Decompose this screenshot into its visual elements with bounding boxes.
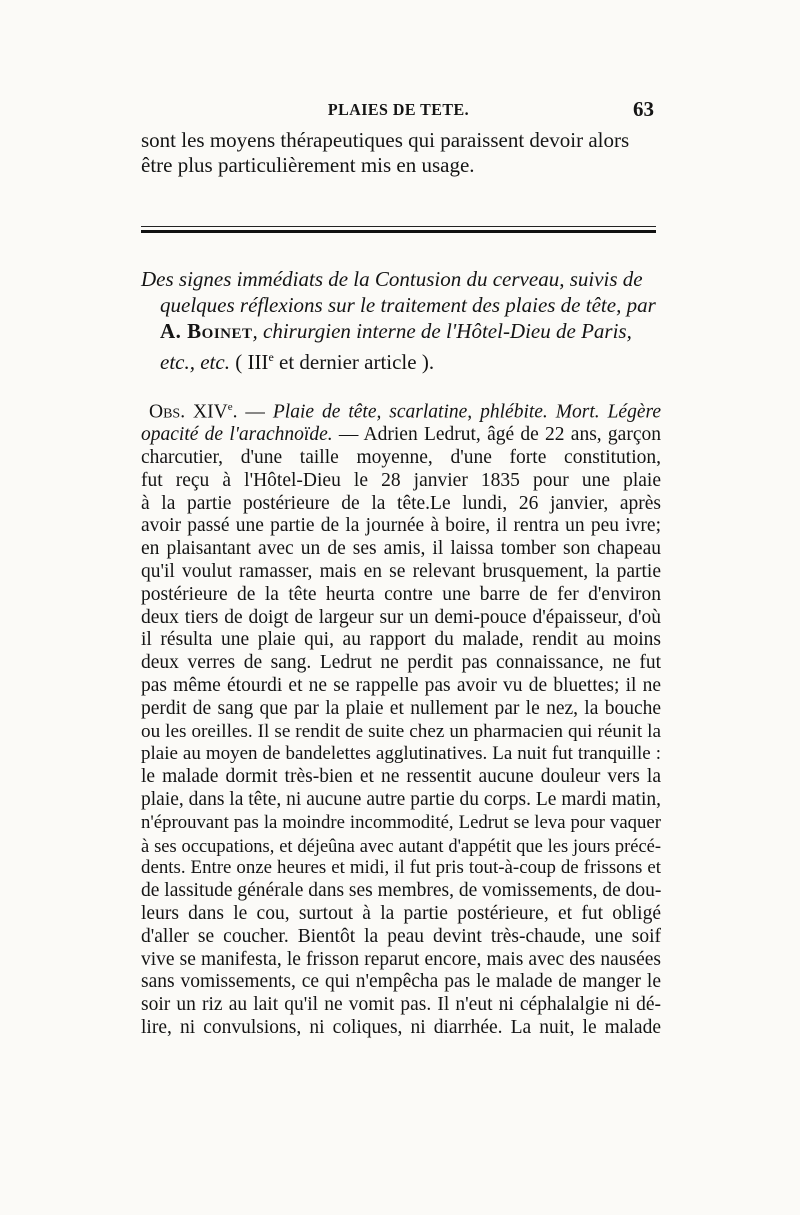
text-line: plaie au moyen de bandelettes agglutinatives. La nuit fut tranquille : [141, 743, 661, 765]
text-line: qu'il voulut ramasser, mais en se relevant brusquement, la partie [141, 561, 661, 583]
text-line: fut reçu à l'Hôtel-Dieu le 28 janvier 1835 pour une plaie [141, 469, 661, 491]
page-number: 63 [633, 97, 654, 121]
article-note: et dernier article ). [273, 350, 435, 374]
text-line: deux tiers de doigt de largeur sur un demi-pouce d'épaisseur, d'où [141, 606, 661, 628]
heading-line: quelques réflexions sur le traitement des plaies de tête, par [160, 293, 656, 317]
text-line: plaie, dans la tête, ni aucune autre partie du corps. Le mardi matin, [141, 789, 661, 811]
text-line: dents. Entre onze heures et midi, il fut pris tout-à-coup de frissons et [141, 857, 661, 879]
text-line: ou les oreilles. Il se rendit de suite chez un pharmacien qui réunit la [141, 720, 661, 742]
text-line [141, 424, 661, 447]
observation-label: Obs. XIV [149, 401, 228, 423]
article-number-sup: e [268, 350, 274, 364]
text-line: soir un riz au lait qu'il ne vomit pas. Il n'eut ni céphalalgie ni dé- [141, 994, 661, 1016]
text-line: à la partie postérieure de la tête.Le lundi, 26 janvier, après [141, 492, 661, 514]
text-line: être plus particulièrement mis en usage. [141, 153, 475, 177]
heading-etc: etc., etc. [160, 350, 230, 374]
text-line: il résulta une plaie qui, au rapport du malade, rendit au moins [141, 629, 661, 651]
text-line: sans vomissements, ce qui n'empêcha pas le malade de manger le [141, 971, 661, 993]
text-line: postérieure de la tête heurta contre une barre de fer d'environ [141, 583, 661, 605]
text-line: à ses occupations, et déjeûna avec autant d'appétit que les jours précé- [141, 835, 661, 856]
page-header [141, 97, 656, 130]
observation-label-after: . — [232, 401, 265, 423]
text-line: en plaisantant avec un de ses amis, il laissa tomber son chapeau [141, 538, 661, 560]
text-line: n'éprouvant pas la moindre incommodité, Ledrut se leva pour vaquer [141, 811, 661, 833]
text-line: de lassitude générale dans ses membres, de vomissements, de dou- [141, 880, 662, 902]
observation-label-sup: e [227, 401, 233, 413]
text-line: d'aller se coucher. Bientôt la peau devint très-chaude, une soif [141, 925, 661, 947]
heading-line [141, 318, 656, 344]
observation-title-line [141, 396, 661, 424]
text-line: avoir passé une partie de la journée à boire, il rentra un peu ivre; [141, 515, 661, 537]
divider-thin-rule [141, 226, 656, 227]
text-line: vive se manifesta, le frisson reparut encore, mais avec des nausées [141, 948, 661, 970]
divider-thick-rule [141, 230, 656, 233]
author-name: A. Boinet [160, 319, 253, 343]
heading-line: Des signes immédiats de la Contusion du cerveau, suivis de [141, 267, 643, 291]
text-line: deux verres de sang. Ledrut ne perdit pas connaissance, ne fut [141, 652, 661, 674]
text-line: perdit de sang que par la plaie et nullement par le nez, la bouche [141, 697, 661, 719]
text-line: leurs dans le cou, surtout à la partie postérieure, et fut obligé [141, 903, 661, 925]
author-title: , chirurgien interne de l'Hôtel-Dieu de Paris, [252, 319, 632, 343]
observation-text: — Adrien Ledrut, âgé de 22 ans, garçon [332, 424, 661, 446]
heading-line [141, 344, 656, 375]
continued-paragraph [141, 128, 656, 178]
observation-title-cont: opacité de l'arachnoïde. [141, 424, 333, 446]
text-line: sont les moyens thérapeutiques qui paraissent devoir alors [141, 128, 630, 152]
section-divider [141, 226, 656, 233]
observation-body [141, 396, 661, 1040]
section-heading [141, 266, 656, 375]
text-line: le malade dormit très-bien et ne ressentit aucune douleur vers la [141, 766, 661, 788]
text-line: lire, ni convulsions, ni coliques, ni diarrhée. La nuit, le malade [141, 1017, 661, 1039]
running-title: PLAIES DE TETE. [327, 100, 470, 119]
text-line: pas même étourdi et ne se rappelle pas avoir vu de bluettes; il ne [141, 675, 661, 697]
observation-title: Plaie de tête, scarlatine, phlébite. Mort. Légère [272, 401, 662, 423]
article-number: ( III [235, 350, 269, 374]
text-line: charcutier, d'une taille moyenne, d'une forte constitution, [141, 447, 661, 469]
